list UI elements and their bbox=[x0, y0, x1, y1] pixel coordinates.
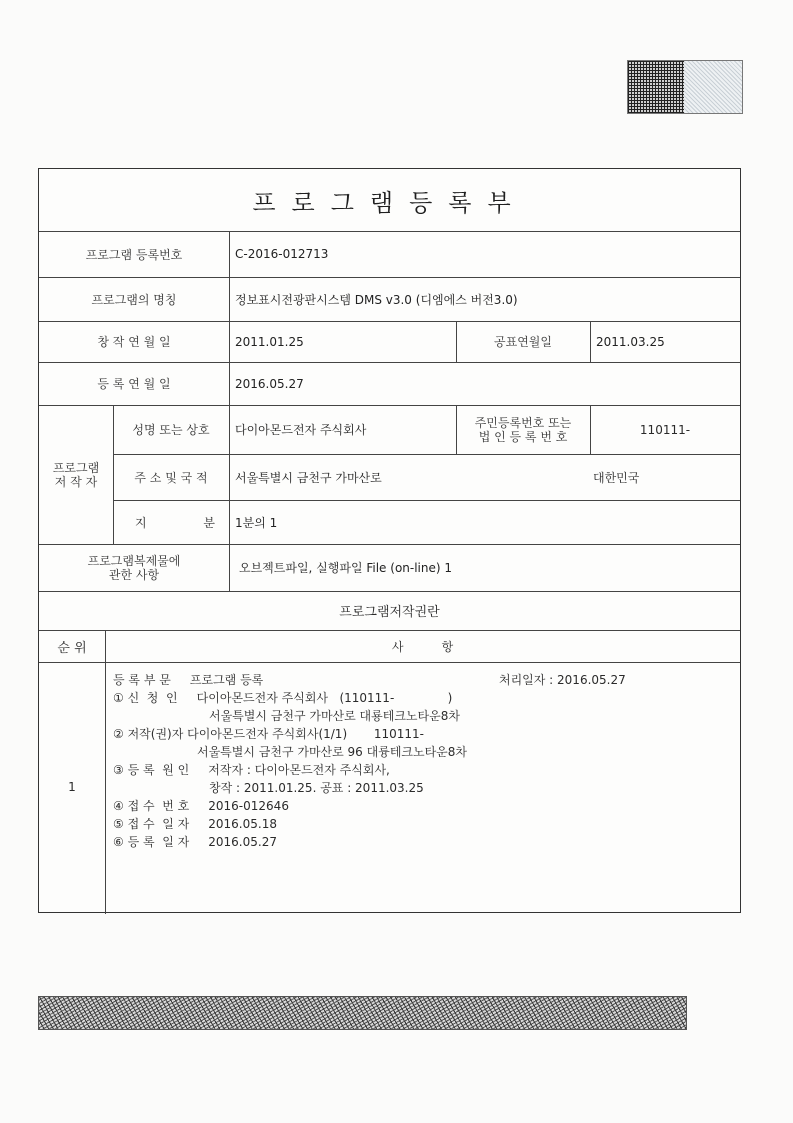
col-divider bbox=[105, 630, 106, 914]
receipt-date-line: ⑤ 접 수 일 자 2016.05.18 bbox=[113, 817, 277, 831]
copy-matters-label bbox=[39, 544, 229, 591]
corp-id-label-line1: 주민등록번호 또는 bbox=[474, 415, 572, 430]
corp-id-value: 110111- bbox=[639, 422, 691, 437]
author-name-label: 성명 또는 상호 bbox=[132, 423, 210, 437]
reg-no-label: 프로그램 등록번호 bbox=[85, 247, 183, 262]
security-stamp-strip bbox=[38, 996, 687, 1030]
published-date-value: 2011.03.25 bbox=[596, 334, 665, 349]
applicant-line: ① 신 청 인 다이아몬드전자 주식회사 (110111- ) bbox=[113, 691, 453, 705]
address-label: 주 소 및 국 적 bbox=[134, 470, 208, 485]
registered-date-label: 등 록 연 월 일 bbox=[97, 377, 171, 391]
created-date-value: 2011.01.25 bbox=[235, 334, 304, 349]
entry-category: 등 록 부 문 프로그램 등록 bbox=[113, 673, 264, 687]
program-name-label: 프로그램의 명칭 bbox=[91, 292, 177, 307]
published-date-label: 공표연월일 bbox=[494, 335, 552, 349]
author-name-value: 다이아몬드전자 주식회사 bbox=[235, 423, 367, 437]
copy-matters-value: 오브젝트파일, 실행파일 File (on-line) 1 bbox=[239, 561, 453, 575]
registration-sheet bbox=[38, 168, 741, 913]
rank-value: 1 bbox=[68, 780, 76, 794]
copyright-section-title: 프로그램저작권란 bbox=[339, 605, 440, 620]
share-label-right: 분 bbox=[203, 515, 215, 530]
author-group-label-line2: 저 작 자 bbox=[54, 474, 98, 489]
seal-pattern bbox=[684, 61, 742, 113]
program-name-value: 정보표시전광판시스템 DMS v3.0 (디엠에스 버전3.0) bbox=[235, 292, 518, 307]
copy-matters-label-line1: 프로그램복제물에 bbox=[87, 553, 181, 568]
corp-id-label bbox=[456, 405, 590, 454]
registration-date-line: ⑥ 등 록 일 자 2016.05.27 bbox=[113, 835, 277, 849]
registration-cause-line: ③ 등 록 원 인 저작자 : 다이아몬드전자 주식회사, bbox=[113, 763, 390, 777]
author-group-label-line1: 프로그램 bbox=[52, 460, 100, 475]
reg-no-value: C-2016-012713 bbox=[235, 247, 329, 261]
registration-cause-dates-line: 창작 : 2011.01.25. 공표 : 2011.03.25 bbox=[209, 781, 424, 795]
page-title: 프로그램등록부 bbox=[252, 188, 527, 217]
entry-line bbox=[113, 671, 733, 689]
matter-header: 사 항 bbox=[391, 639, 454, 654]
processing-date: 처리일자 : 2016.05.27 bbox=[499, 673, 626, 687]
registration-entry bbox=[113, 671, 733, 851]
copy-matters-label-line2: 관한 사항 bbox=[108, 567, 160, 582]
created-date-label: 창 작 연 월 일 bbox=[97, 335, 171, 349]
address-value: 서울특별시 금천구 가마산로 bbox=[235, 470, 382, 485]
rank-header: 순 위 bbox=[57, 640, 87, 656]
share-value: 1분의 1 bbox=[235, 515, 278, 530]
document-barcode-seal bbox=[627, 60, 743, 114]
share-label bbox=[113, 500, 229, 544]
copyright-holder-address-line: 서울특별시 금천구 가마산로 96 대륭테크노타운8차 bbox=[197, 745, 468, 759]
receipt-number-line: ④ 접 수 번 호 2016-012646 bbox=[113, 799, 289, 813]
barcode-pattern bbox=[628, 61, 684, 113]
share-label-left: 지 bbox=[135, 515, 147, 530]
applicant-address-line: 서울특별시 금천구 가마산로 대룡테크노타운8차 bbox=[209, 709, 460, 723]
nationality-value: 대한민국 bbox=[593, 470, 640, 485]
copyright-holder-line: ② 저작(권)자 다이아몬드전자 주식회사(1/1) 110111- bbox=[113, 727, 424, 741]
author-group-label bbox=[39, 405, 113, 544]
row-divider bbox=[39, 662, 740, 663]
registered-date-value: 2016.05.27 bbox=[235, 376, 304, 391]
corp-id-label-line2: 법 인 등 록 번 호 bbox=[478, 429, 568, 444]
